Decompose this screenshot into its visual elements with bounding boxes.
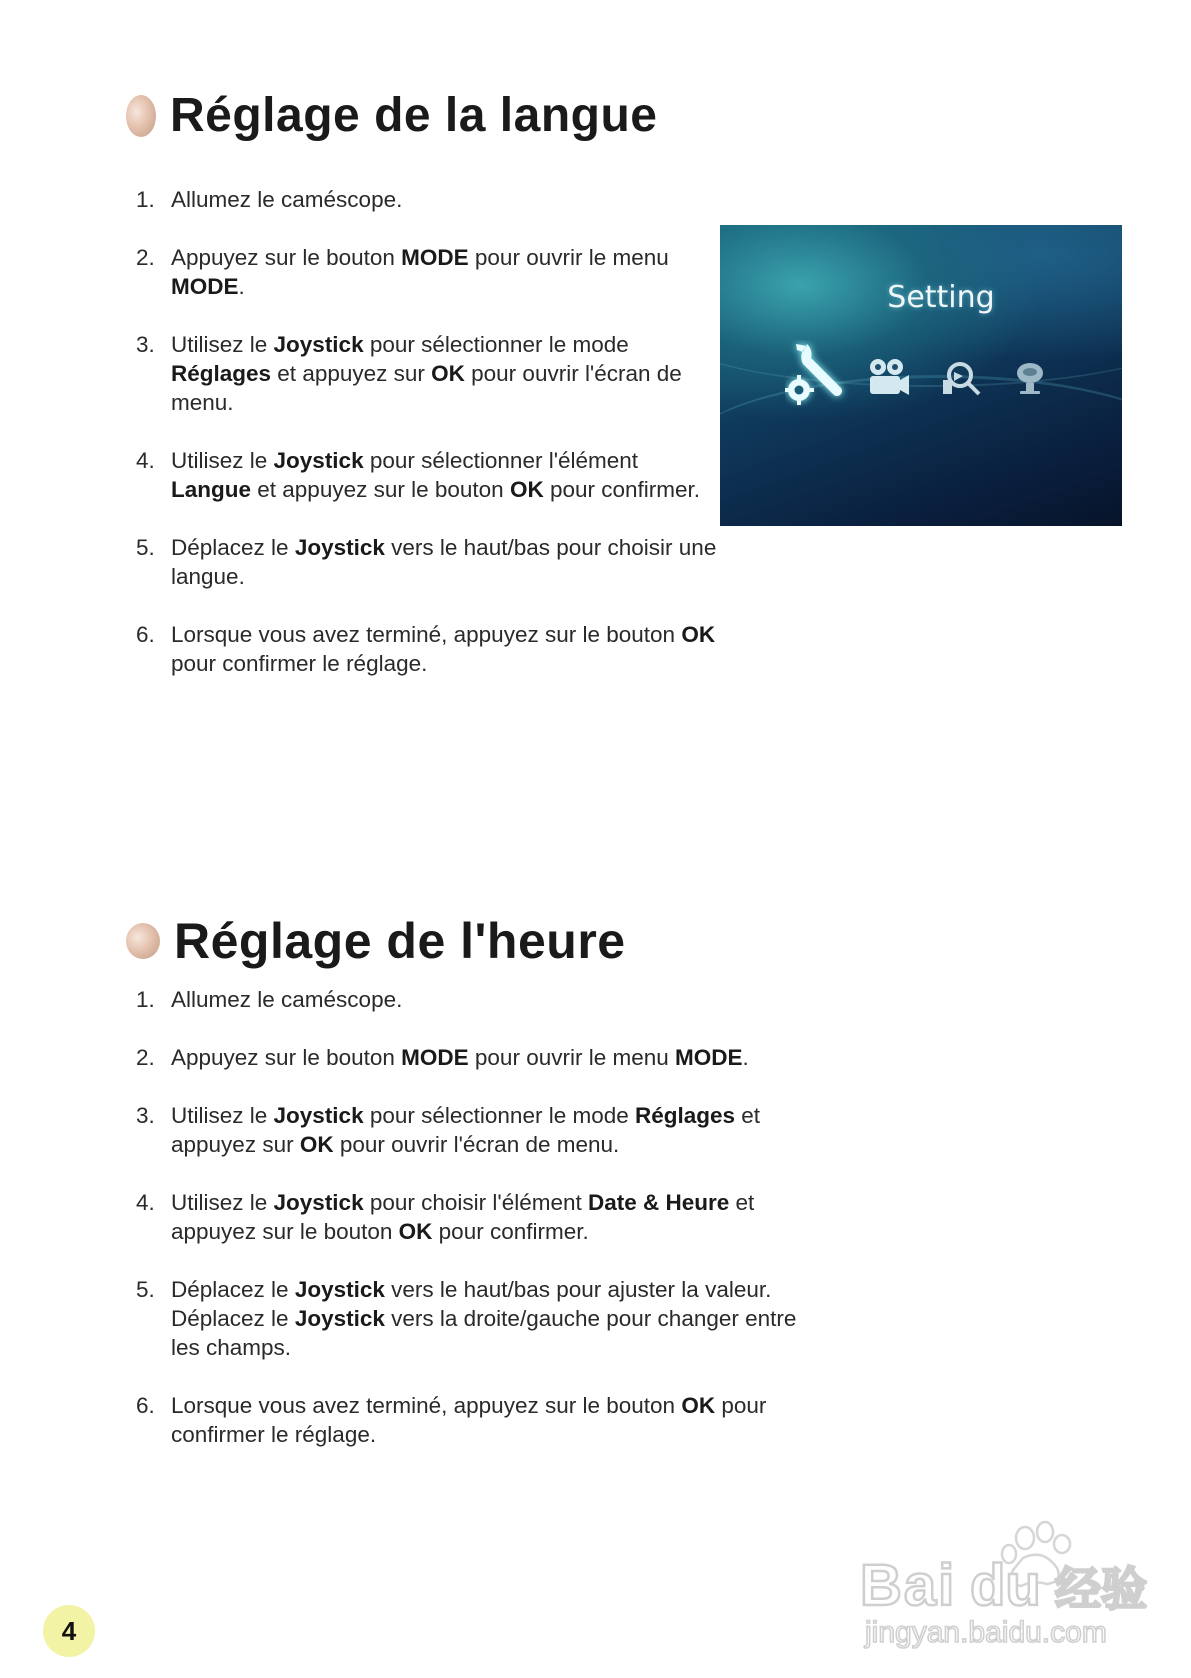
step-bold-term: OK	[398, 1219, 433, 1244]
step-bold-term: MODE	[171, 274, 239, 299]
step-bold-term: Réglages	[171, 361, 272, 386]
step-number: 5.	[136, 535, 155, 560]
movie-camera-icon	[867, 358, 911, 398]
baidu-watermark-logo	[855, 1520, 1155, 1650]
step-bold-term: OK	[299, 1132, 334, 1157]
title-bullet-icon	[126, 923, 160, 959]
section-title-text: Réglage de l'heure	[174, 913, 626, 969]
step-bold-term: MODE	[401, 1045, 469, 1070]
step-bold-term: Joystick	[273, 1103, 364, 1128]
step-number: 1.	[136, 187, 155, 212]
step-number: 2.	[136, 1045, 155, 1070]
step-bold-term: OK	[431, 361, 465, 386]
step-bold-term: OK	[509, 477, 544, 502]
step-item: 3. Utilisez le Joystick pour sélectionner le mode Réglages et appuyez sur OK pour ouvrir l'écran de menu.	[136, 1103, 761, 1157]
step-bold-term: MODE	[401, 245, 469, 270]
screen-title: Setting	[887, 280, 995, 315]
section-title-text: Réglage de la langue	[170, 89, 658, 142]
voice-microphone-icon	[1010, 358, 1050, 398]
step-bold-term: MODE	[675, 1045, 743, 1070]
step-bold-term: Joystick	[294, 535, 385, 560]
svg-text:jingyan.baidu.com: jingyan.baidu.com	[865, 1616, 1107, 1649]
step-item: 1. Allumez le caméscope.	[136, 187, 403, 212]
playback-magnifier-icon	[940, 358, 984, 398]
step-number: 6.	[136, 1393, 155, 1418]
step-bold-term: OK	[681, 1393, 716, 1418]
step-number: 3.	[136, 332, 155, 357]
step-item: 6. Lorsque vous avez terminé, appuyez sur le bouton OK pour confirmer le réglage.	[136, 1393, 767, 1447]
step-item: 5. Déplacez le Joystick vers le haut/bas pour ajuster la valeur. Déplacez le Joystick vers la droite/gauche pour changer entre les champs.	[136, 1277, 797, 1360]
step-item: 6. Lorsque vous avez terminé, appuyez sur le bouton OK pour confirmer le réglage.	[136, 622, 716, 676]
svg-text:Bai: Bai	[860, 1553, 957, 1618]
step-bold-term: Joystick	[294, 1306, 385, 1331]
step-bold-term: Réglages	[635, 1103, 736, 1128]
step-bold-term: Date & Heure	[588, 1190, 730, 1215]
section-title-language	[126, 88, 657, 143]
page-number: 4	[43, 1605, 95, 1657]
step-number: 3.	[136, 1103, 155, 1128]
settings-wrench-gear-icon	[785, 340, 853, 408]
step-bold-term: OK	[681, 622, 716, 647]
step-item: 3. Utilisez le Joystick pour sélectionner le mode Réglages et appuyez sur OK pour ouvrir l'écran de menu.	[136, 332, 682, 415]
step-item: 4. Utilisez le Joystick pour choisir l'élément Date & Heure et appuyez sur le bouton OK pour confirmer.	[136, 1190, 755, 1244]
svg-text:经验: 经验	[1055, 1562, 1147, 1616]
step-item: 2. Appuyez sur le bouton MODE pour ouvrir le menu MODE.	[136, 245, 669, 299]
svg-text:du: du	[970, 1553, 1041, 1618]
screen-mode-icons	[785, 340, 1105, 410]
step-bold-term: Joystick	[294, 1277, 385, 1302]
step-item: 2. Appuyez sur le bouton MODE pour ouvrir le menu MODE.	[136, 1045, 749, 1070]
step-number: 2.	[136, 245, 155, 270]
step-number: 6.	[136, 622, 155, 647]
step-item: 5. Déplacez le Joystick vers le haut/bas pour choisir une langue.	[136, 535, 717, 589]
step-bold-term: Joystick	[273, 448, 364, 473]
camera-settings-screenshot	[720, 225, 1122, 526]
step-bold-term: Langue	[171, 477, 252, 502]
step-bold-term: Joystick	[273, 1190, 364, 1215]
step-number: 4.	[136, 448, 155, 473]
step-number: 1.	[136, 987, 155, 1012]
section-title-time	[126, 912, 626, 970]
title-bullet-icon	[126, 95, 156, 137]
time-steps-list	[128, 985, 808, 1478]
step-number: 4.	[136, 1190, 155, 1215]
language-steps-list	[128, 185, 718, 707]
step-number: 5.	[136, 1277, 155, 1302]
step-bold-term: Joystick	[273, 332, 364, 357]
step-item: 4. Utilisez le Joystick pour sélectionner l'élément Langue et appuyez sur le bouton OK pour confirmer.	[136, 448, 701, 502]
step-item: 1. Allumez le caméscope.	[136, 987, 403, 1012]
